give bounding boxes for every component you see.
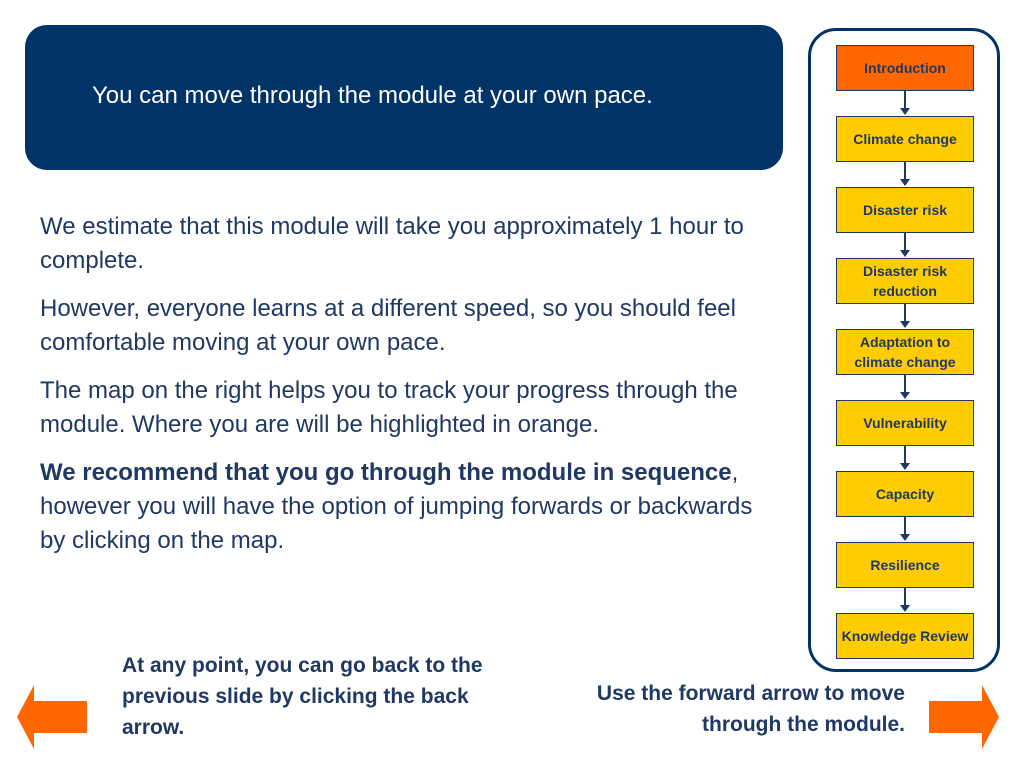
arrow-left-icon — [17, 685, 87, 749]
map-item-knowledge-review[interactable]: Knowledge Review — [836, 613, 974, 659]
header-banner — [25, 25, 783, 170]
map-item-disaster-risk[interactable]: Disaster risk — [836, 187, 974, 233]
map-item-resilience[interactable]: Resilience — [836, 542, 974, 588]
map-connector-arrow — [904, 375, 906, 393]
sequence-option: , however you will have the option of jumping forwards or backwards by clicking on the map. — [40, 459, 753, 554]
forward-arrow-note: Use the forward arrow to move through the module. — [596, 682, 905, 736]
paragraph-map: The map on the right helps you to track your progress through the module. Where you are will be highlighted in orange. — [40, 377, 738, 438]
map-connector-arrow — [904, 517, 906, 535]
arrow-right-icon — [929, 685, 999, 749]
map-connector-arrow — [904, 304, 906, 322]
paragraph-duration: We estimate that this module will take you approximately 1 hour to complete. — [40, 213, 744, 274]
paragraph-pace: However, everyone learns at a different speed, so you should feel comfortable moving at your own pace. — [40, 295, 736, 356]
back-arrow-button[interactable] — [17, 685, 87, 749]
sequence-recommendation: We recommend that you go through the module in sequence — [40, 459, 732, 486]
map-item-climate-change[interactable]: Climate change — [836, 116, 974, 162]
map-item-vulnerability[interactable]: Vulnerability — [836, 400, 974, 446]
map-item-capacity[interactable]: Capacity — [836, 471, 974, 517]
map-connector-arrow — [904, 446, 906, 464]
map-connector-arrow — [904, 162, 906, 180]
map-item-introduction[interactable]: Introduction — [836, 45, 974, 91]
back-arrow-note: At any point, you can go back to the previous slide by clicking the back arrow. — [122, 654, 483, 739]
map-connector-arrow — [904, 588, 906, 606]
forward-arrow-button[interactable] — [929, 685, 999, 749]
map-item-adaptation[interactable]: Adaptation to climate change — [836, 329, 974, 375]
map-item-disaster-risk-reduction[interactable]: Disaster risk reduction — [836, 258, 974, 304]
body-text — [40, 210, 780, 572]
paragraph-sequence — [40, 456, 780, 558]
map-connector-arrow — [904, 91, 906, 109]
header-text: You can move through the module at your own pace. — [92, 82, 653, 109]
map-connector-arrow — [904, 233, 906, 251]
